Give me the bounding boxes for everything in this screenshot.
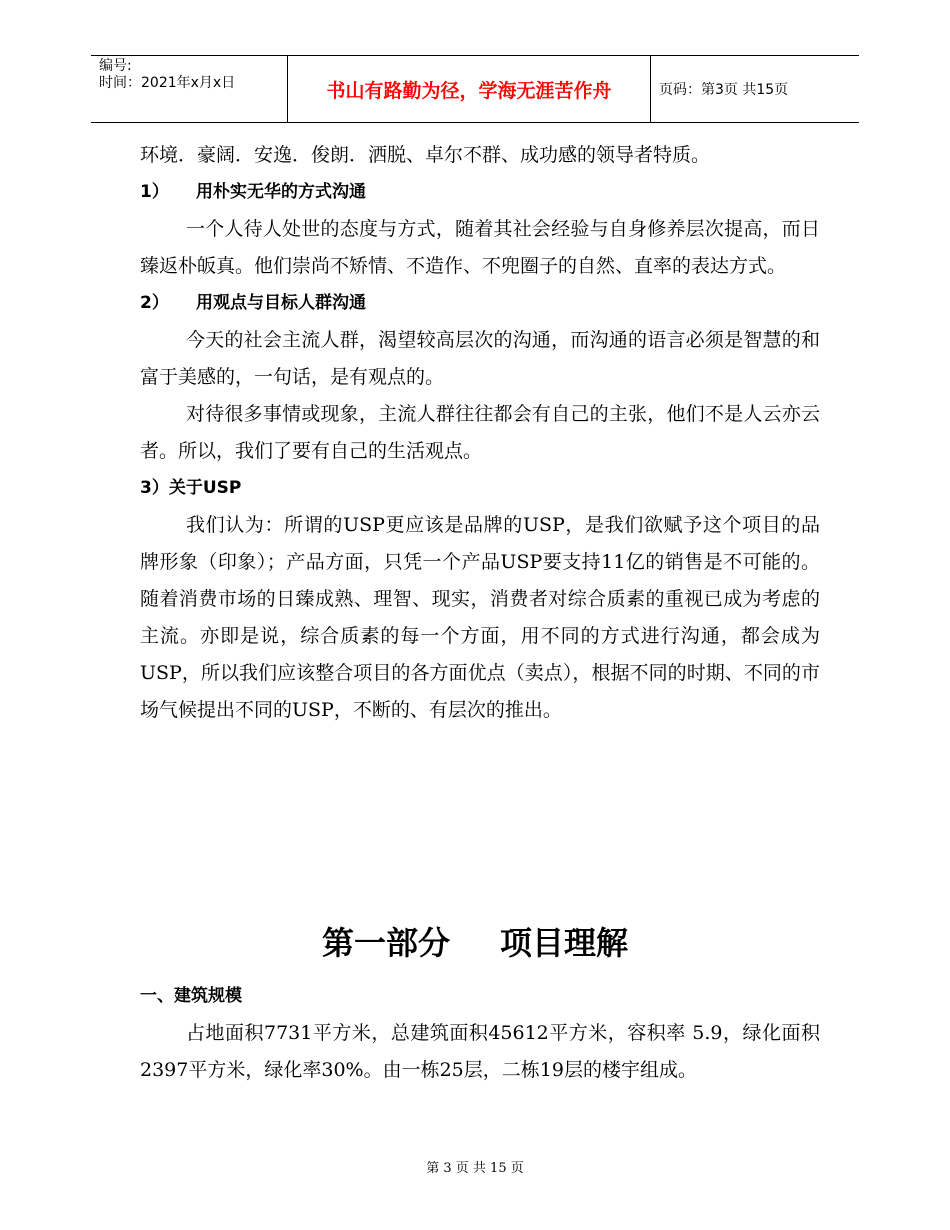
header-page-info: 页码：第3页 共15页 <box>659 82 789 98</box>
subheading-title: 关于USP <box>168 478 242 498</box>
subheading-title: 用朴实无华的方式沟通 <box>196 182 366 202</box>
section-communication <box>140 137 820 729</box>
subheading-number: 2） <box>140 293 169 313</box>
paragraph: 对待很多事情或现象，主流人群往往都会有自己的主张，他们不是人云亦云者。所以，我们了要有自己的生活观点。 <box>140 403 820 462</box>
intro-line: 环境．豪阔．安逸．俊朗．洒脱、卓尔不群、成功感的领导者特质。 <box>140 144 711 166</box>
section-building-scale <box>140 978 820 1089</box>
header-motto: 书山有路勤为径，学海无涯苦作舟 <box>287 56 651 122</box>
page-footer: 第 3 页 共 15 页 <box>426 1161 524 1176</box>
subheading-number: 3） <box>140 478 169 498</box>
subheading-1 <box>140 174 820 211</box>
number-label: 编号: <box>99 58 132 74</box>
page-header <box>91 55 859 123</box>
subheading-2 <box>140 285 820 322</box>
part-name: 项目理解 <box>500 924 629 962</box>
paragraph: 今天的社会主流人群，渴望较高层次的沟通，而沟通的语言必须是智慧的和富于美感的，一句话，是有观点的。 <box>140 329 820 388</box>
part-title <box>0 918 950 968</box>
paragraph: 占地面积7731平方米，总建筑面积45612平方米，容积率 5.9，绿化面积2397平方米，绿化率30%。由一栋25层，二栋19层的楼宇组成。 <box>140 1022 820 1081</box>
part-label: 第一部分 <box>321 924 450 962</box>
paragraph: 一个人待人处世的态度与方式，随着其社会经验与自身修养层次提高，而日臻返朴皈真。他们崇尚不矫情、不造作、不兜圈子的自然、直率的表达方式。 <box>140 218 820 277</box>
section-heading: 一、建筑规模 <box>140 986 242 1006</box>
subheading-number: 1） <box>140 182 169 202</box>
paragraph: 我们认为：所谓的USP更应该是品牌的USP，是我们欲赋予这个项目的品牌形象（印象）；产品方面，只凭一个产品USP要支持11亿的销售是不可能的。随着消费市场的日臻成熟、理智、现实，消费者对综合质素的重视已成为考虑的主流。亦即是说，综合质素的每一个方面，用不同的方式进行沟通，都会成为USP，所以我们应该整合项目的各方面优点（卖点），根据不同的时期、不同的市场气候提出不同的USP，不断的、有层次的推出。 <box>140 514 820 721</box>
subheading-title: 用观点与目标人群沟通 <box>196 293 366 313</box>
time-label: 时间：2021年x月x日 <box>99 75 236 91</box>
subheading-3 <box>140 470 820 507</box>
header-meta <box>91 56 287 122</box>
